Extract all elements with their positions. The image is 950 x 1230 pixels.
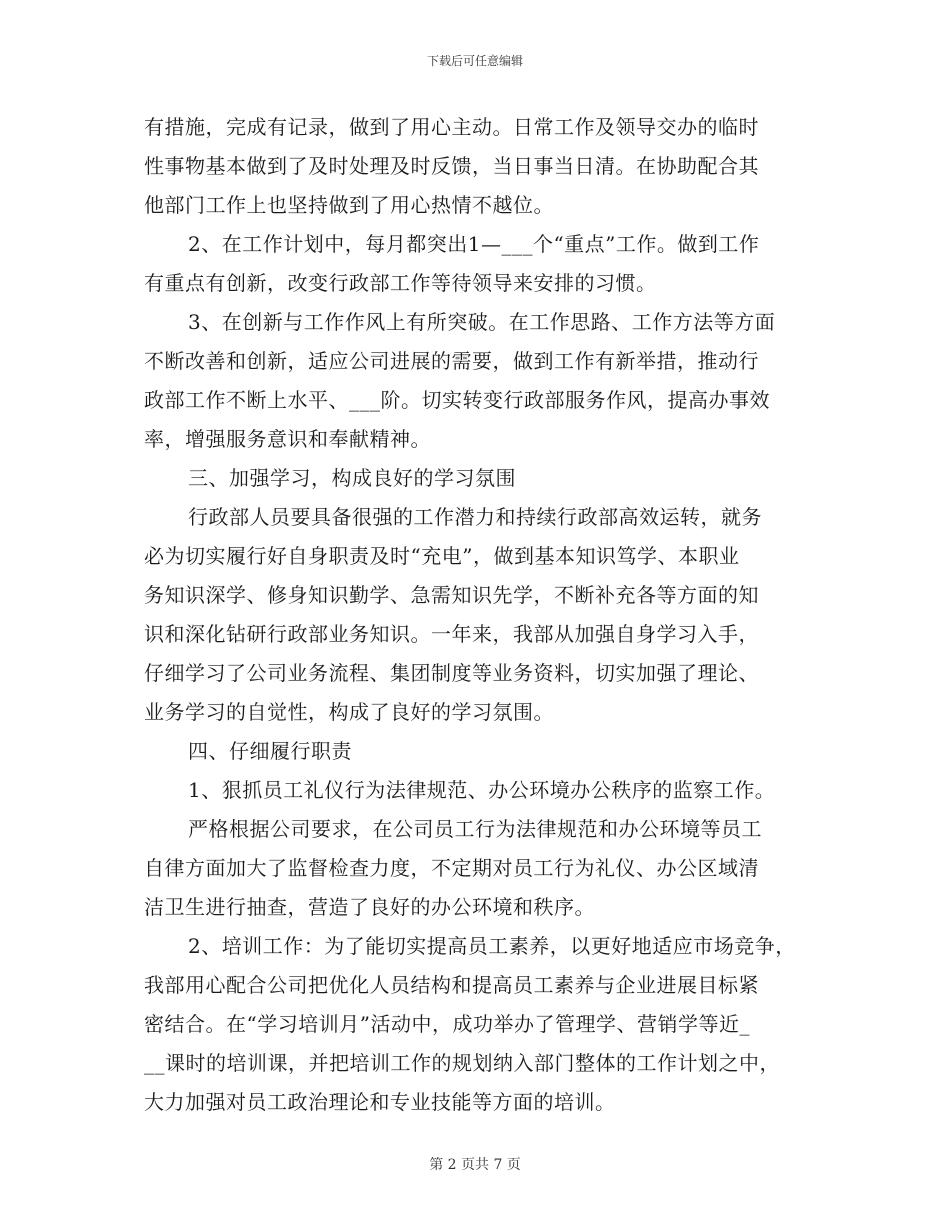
text-line: 有重点有创新，改变行政部工作等待领导来安排的习惯。 bbox=[144, 271, 657, 295]
text-line: 性事物基本做到了及时处理及时反馈，当日事当日清。在协助配合其 bbox=[144, 154, 759, 178]
text-line: 严格根据公司要求，在公司员工行为法律规范和办公环境等员工 bbox=[188, 817, 762, 841]
text-line: 2、培训工作：为了能切实提高员工素养，以更好地适应市场竞争， bbox=[188, 934, 796, 958]
section-heading: 三、加强学习，构成良好的学习氛围 bbox=[188, 466, 516, 490]
text-line: 不断改善和创新，适应公司进展的需要，做到工作有新举措，推动行 bbox=[144, 349, 759, 373]
section-heading: 四、仔细履行职责 bbox=[188, 739, 352, 763]
text-line: 仔细学习了公司业务流程、集团制度等业务资料，切实加强了理论、 bbox=[144, 661, 759, 685]
page-footer: 第 2 页共 7 页 bbox=[429, 1157, 521, 1173]
text-line: 自律方面加大了监督检查力度，不定期对员工行为礼仪、办公区域清 bbox=[144, 856, 759, 880]
text-line: 2、在工作计划中，每月都突出1—___个“重点”工作。做到工作 bbox=[188, 232, 760, 256]
text-line: __课时的培训课，并把培训工作的规划纳入部门整体的工作计划之中， bbox=[144, 1051, 780, 1075]
text-line: 政部工作不断上水平、___阶。切实转变行政部服务作风，提高办事效 bbox=[144, 388, 770, 412]
text-line: 1、狠抓员工礼仪行为法律规范、办公环境办公秩序的监察工作。 bbox=[188, 778, 776, 802]
text-line: 密结合。在“学习培训月”活动中，成功举办了管理学、营销学等近_ bbox=[144, 1012, 750, 1036]
text-line: 必为切实履行好自身职责及时“充电”，做到基本知识笃学、本职业 bbox=[144, 544, 740, 568]
text-line: 我部用心配合公司把优化人员结构和提高员工素养与企业进展目标紧 bbox=[144, 973, 759, 997]
page-header: 下载后可任意编辑 bbox=[426, 54, 523, 68]
document-body bbox=[144, 108, 824, 1122]
text-line: 3、在创新与工作作风上有所突破。在工作思路、工作方法等方面 bbox=[188, 310, 776, 334]
text-line: 务知识深学、修身知识勤学、急需知识先学，不断补充各等方面的知 bbox=[144, 583, 759, 607]
text-line: 识和深化钻研行政部业务知识。一年来，我部从加强自身学习入手， bbox=[144, 622, 759, 646]
text-line: 有措施，完成有记录，做到了用心主动。日常工作及领导交办的临时 bbox=[144, 115, 759, 139]
text-line: 他部门工作上也坚持做到了用心热情不越位。 bbox=[144, 193, 554, 217]
text-line: 洁卫生进行抽查，营造了良好的办公环境和秩序。 bbox=[144, 895, 595, 919]
text-line: 行政部人员要具备很强的工作潜力和持续行政部高效运转，就务 bbox=[188, 505, 762, 529]
text-line: 率，增强服务意识和奉献精神。 bbox=[144, 427, 431, 451]
text-line: 大力加强对员工政治理论和专业技能等方面的培训。 bbox=[144, 1090, 616, 1114]
text-line: 业务学习的自觉性，构成了良好的学习氛围。 bbox=[144, 700, 554, 724]
